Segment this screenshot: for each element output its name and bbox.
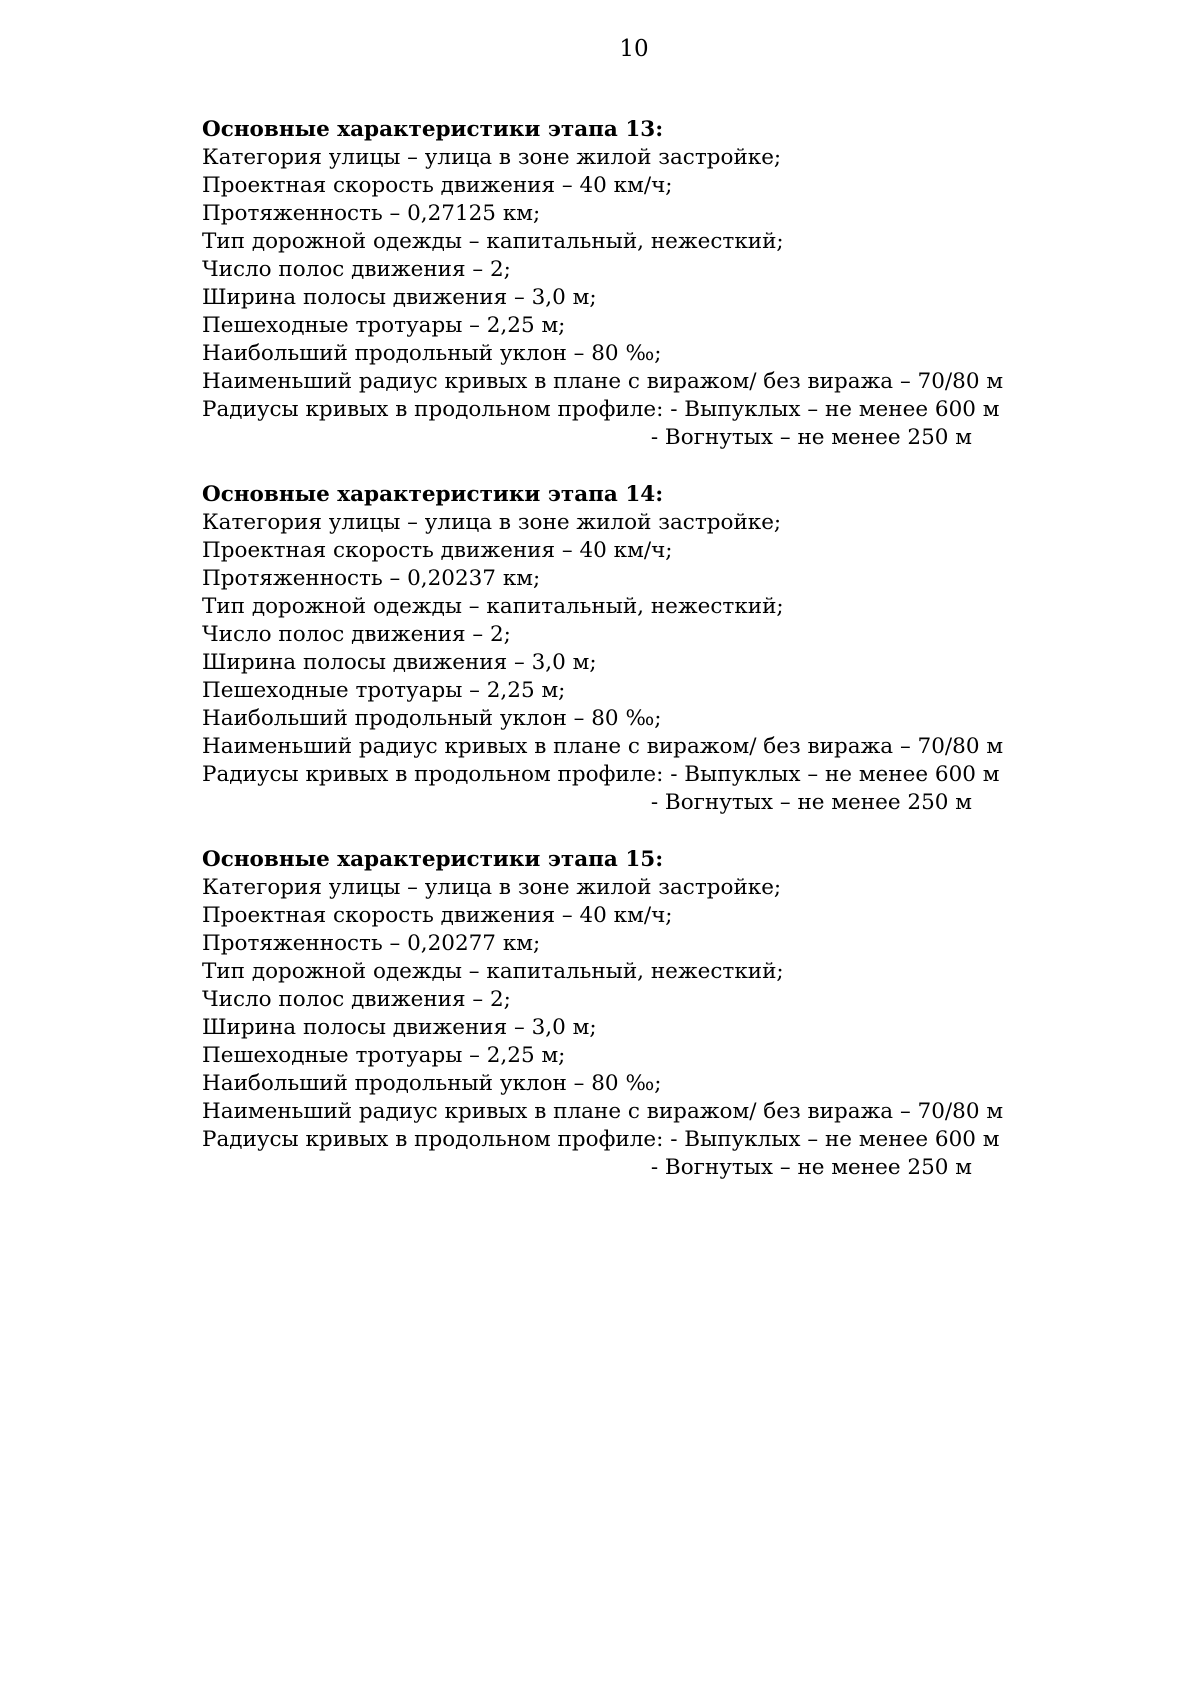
length-line: Протяженность – 0,27125 км; (202, 201, 541, 226)
page-number: 10 (619, 36, 649, 62)
lane-width-line: Ширина полосы движения – 3,0 м; (202, 650, 597, 675)
stage-14-section (202, 481, 1004, 817)
lane-count-line: Число полос движения – 2; (202, 987, 511, 1012)
concave-curve-line: - Вогнутых – не менее 250 м (650, 425, 972, 450)
min-curve-radius-line: Наименьший радиус кривых в плане с виражом/ без виража – 70/80 м (202, 369, 1004, 394)
profile-curve-radii-line: Радиусы кривых в продольном профиле: - Выпуклых – не менее 600 м (202, 762, 1000, 787)
stage-15-section (202, 846, 1004, 1182)
design-speed-line: Проектная скорость движения – 40 км/ч; (202, 173, 673, 198)
section-heading: Основные характеристики этапа 15: (202, 847, 664, 872)
design-speed-line: Проектная скорость движения – 40 км/ч; (202, 538, 673, 563)
street-category-line: Категория улицы – улица в зоне жилой застройке; (202, 145, 782, 170)
lane-width-line: Ширина полосы движения – 3,0 м; (202, 1015, 597, 1040)
min-curve-radius-line: Наименьший радиус кривых в плане с виражом/ без виража – 70/80 м (202, 1099, 1004, 1124)
max-grade-line: Наибольший продольный уклон – 80 ‰; (202, 341, 662, 366)
length-line: Протяженность – 0,20277 км; (202, 931, 541, 956)
sidewalks-line: Пешеходные тротуары – 2,25 м; (202, 678, 566, 703)
sidewalks-line: Пешеходные тротуары – 2,25 м; (202, 313, 566, 338)
stage-13-section (202, 116, 1004, 452)
profile-curve-radii-line: Радиусы кривых в продольном профиле: - Выпуклых – не менее 600 м (202, 397, 1000, 422)
section-heading: Основные характеристики этапа 13: (202, 117, 664, 142)
pavement-type-line: Тип дорожной одежды – капитальный, нежесткий; (202, 229, 784, 254)
street-category-line: Категория улицы – улица в зоне жилой застройке; (202, 875, 782, 900)
min-curve-radius-line: Наименьший радиус кривых в плане с виражом/ без виража – 70/80 м (202, 734, 1004, 759)
concave-curve-line: - Вогнутых – не менее 250 м (650, 1155, 972, 1180)
length-line: Протяженность – 0,20237 км; (202, 566, 541, 591)
pavement-type-line: Тип дорожной одежды – капитальный, нежесткий; (202, 959, 784, 984)
design-speed-line: Проектная скорость движения – 40 км/ч; (202, 903, 673, 928)
max-grade-line: Наибольший продольный уклон – 80 ‰; (202, 1071, 662, 1096)
lane-count-line: Число полос движения – 2; (202, 257, 511, 282)
max-grade-line: Наибольший продольный уклон – 80 ‰; (202, 706, 662, 731)
sidewalks-line: Пешеходные тротуары – 2,25 м; (202, 1043, 566, 1068)
street-category-line: Категория улицы – улица в зоне жилой застройке; (202, 510, 782, 535)
concave-curve-line: - Вогнутых – не менее 250 м (650, 790, 972, 815)
lane-count-line: Число полос движения – 2; (202, 622, 511, 647)
lane-width-line: Ширина полосы движения – 3,0 м; (202, 285, 597, 310)
section-heading: Основные характеристики этапа 14: (202, 482, 664, 507)
pavement-type-line: Тип дорожной одежды – капитальный, нежесткий; (202, 594, 784, 619)
profile-curve-radii-line: Радиусы кривых в продольном профиле: - Выпуклых – не менее 600 м (202, 1127, 1000, 1152)
